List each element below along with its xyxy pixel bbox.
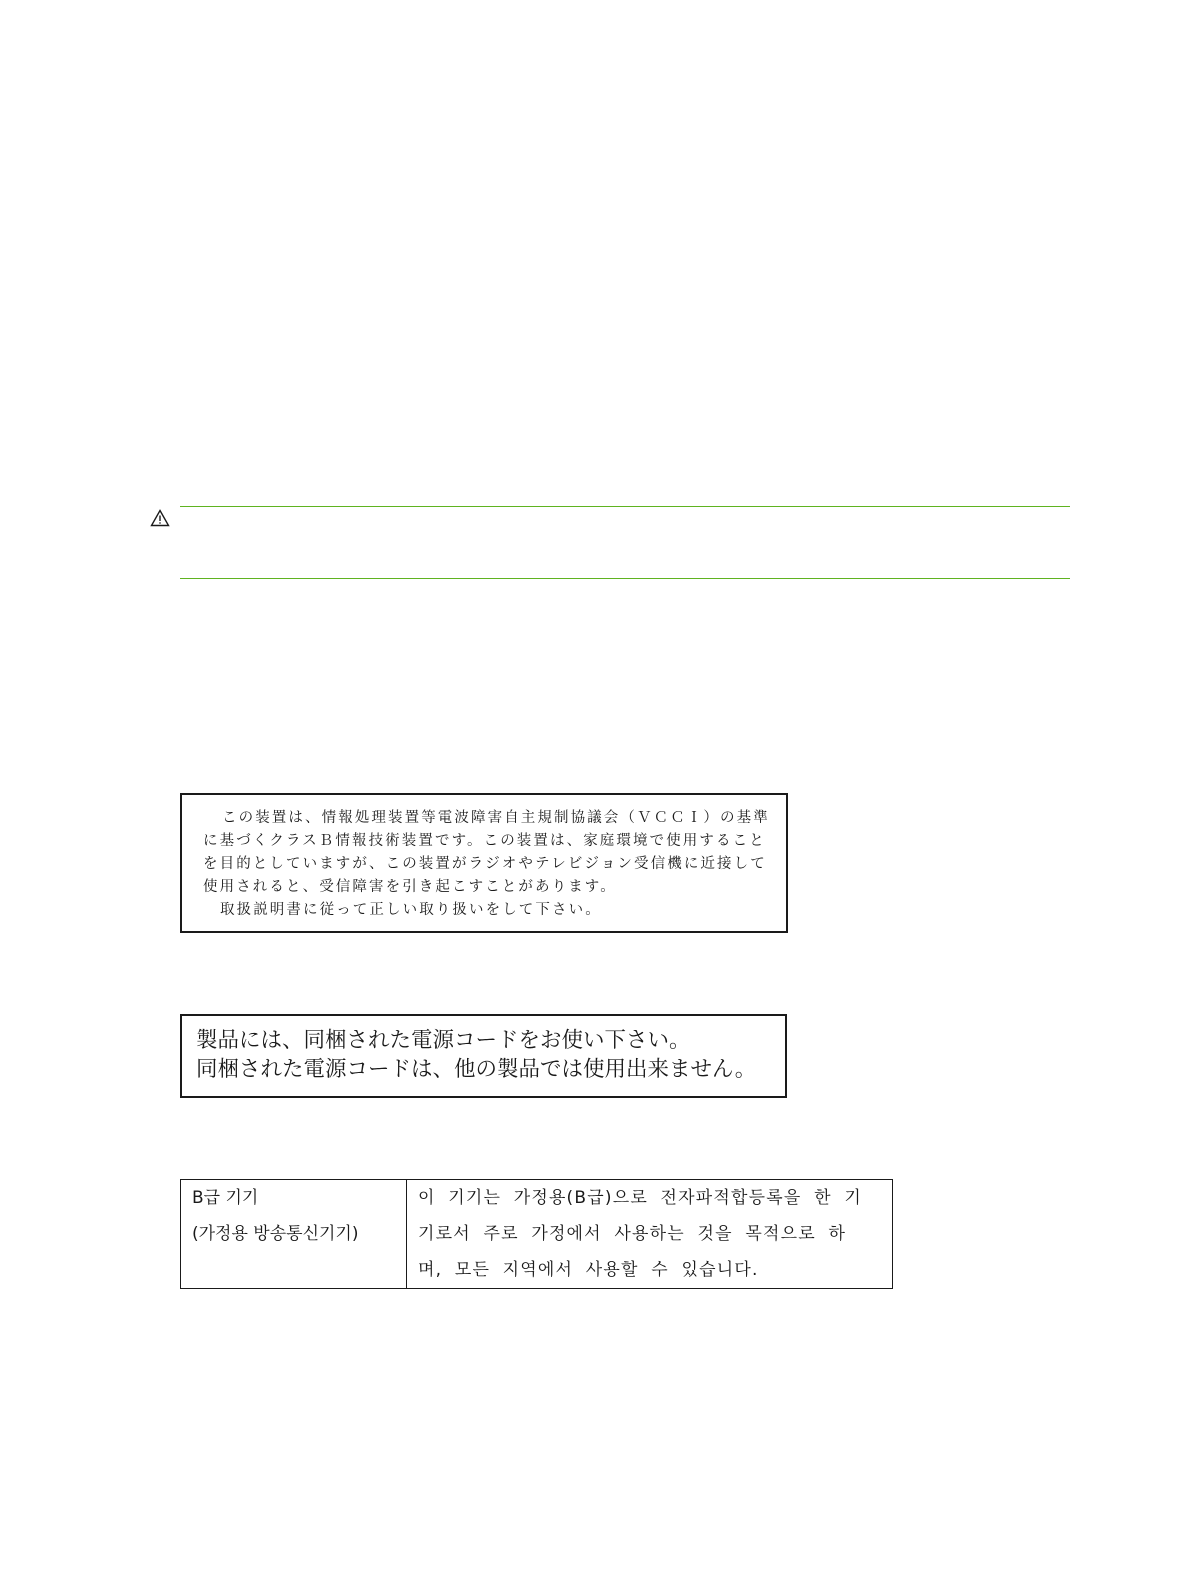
device-class-sublabel: (가정용 방송통신기기) [192, 1224, 359, 1244]
caution-bottom-rule [180, 578, 1070, 579]
power-cord-line-2: 同梱された電源コードは、他の製品では使用出来ません。 [196, 1057, 757, 1082]
vcci-line-1: この装置は、情報処理装置等電波障害自主規制協議会（ＶＣＣＩ）の基準 [222, 810, 770, 826]
vcci-notice-box [180, 793, 788, 933]
vcci-line-4: 使用されると、受信障害を引き起こすことがあります。 [203, 879, 617, 895]
power-cord-notice-box [180, 1014, 787, 1098]
vcci-line-5: 取扱説明書に従って正しい取り扱いをして下さい。 [220, 902, 602, 918]
device-class-label: B급 기기 [192, 1188, 259, 1208]
korea-class-b-table [180, 1179, 893, 1289]
caution-top-rule [180, 506, 1070, 507]
description-line-2: 기로서 주로 가정에서 사용하는 것을 목적으로 하 [418, 1224, 847, 1244]
description-line-3: 며, 모든 지역에서 사용할 수 있습니다. [418, 1260, 759, 1280]
warning-triangle-icon [150, 509, 170, 527]
table-row [181, 1180, 893, 1289]
device-class-description-cell [407, 1180, 893, 1289]
device-class-cell [181, 1180, 407, 1289]
power-cord-line-1: 製品には、同梱された電源コードをお使い下さい。 [196, 1028, 691, 1053]
vcci-line-2: に基づくクラスＢ情報技術装置です。この装置は、家庭環境で使用すること [203, 833, 766, 849]
description-line-1: 이 기기는 가정용(B급)으로 전자파적합등록을 한 기 [418, 1188, 862, 1208]
vcci-line-3: を目的としていますが、この装置がラジオやテレビジョン受信機に近接して [203, 856, 767, 872]
